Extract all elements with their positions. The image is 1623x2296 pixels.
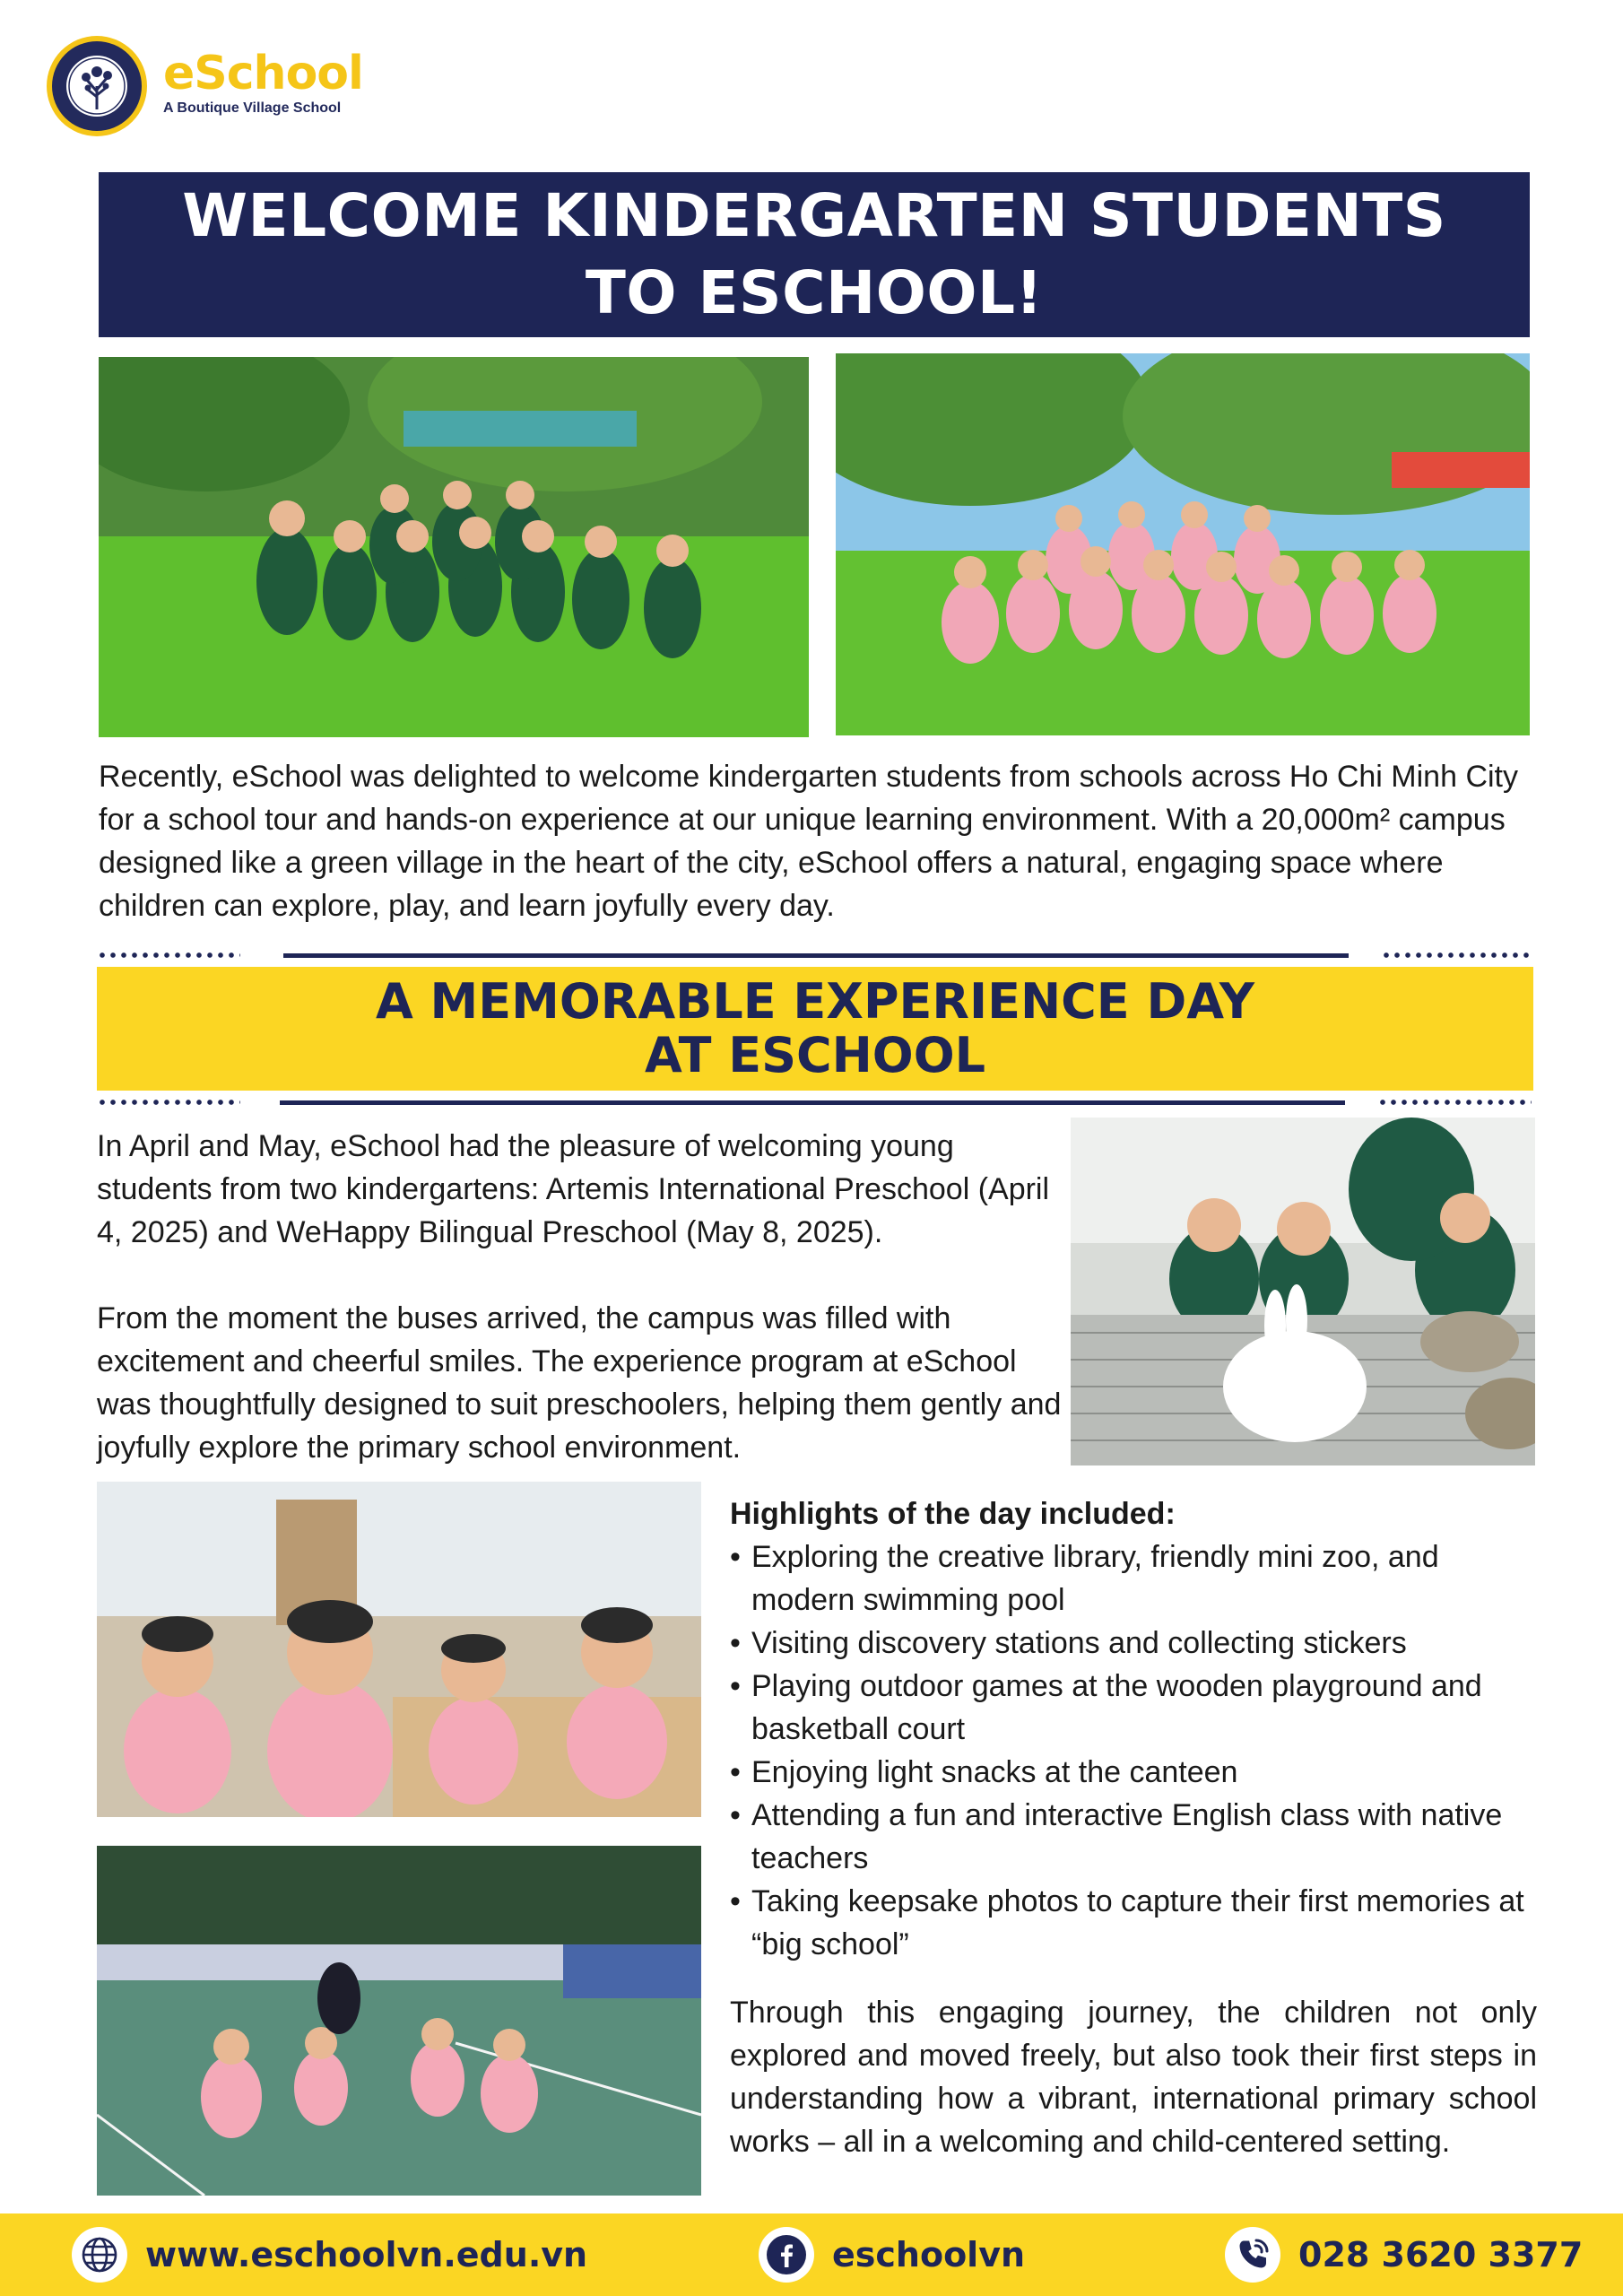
- highlights-list: [730, 1535, 1537, 1966]
- divider-dots-bottom-right: [1377, 1100, 1532, 1105]
- globe-icon: [72, 2227, 127, 2283]
- section-heading-band: [97, 967, 1533, 1091]
- brand-tagline: A Boutique Village School: [163, 100, 342, 116]
- list-item: • Visiting discovery stations and collecting stickers: [730, 1622, 1537, 1665]
- intro-paragraph: Recently, eSchool was delighted to welcome kindergarten students from schools across Ho Chi Minh City for a school tour and hands-on experience at our unique learning environment. With a 20,000m² campus designed like a green village in the heart of the city, eSchool offers a natural, engaging space where children can explore, play, and learn joyfully every day.: [99, 760, 1518, 923]
- title-banner: [99, 172, 1530, 337]
- highlights-heading: Highlights of the day included:: [730, 1497, 1176, 1531]
- list-item: • Exploring the creative library, friendly mini zoo, and modern swimming pool: [730, 1535, 1537, 1622]
- divider-dots-bottom-left: [97, 1100, 240, 1105]
- banner-line-2: TO ESCHOOL!: [585, 258, 1044, 327]
- divider-dots-top-left: [97, 952, 240, 958]
- phone-number[interactable]: 028 3620 3377: [1298, 2235, 1584, 2274]
- phone-icon: [1225, 2227, 1280, 2283]
- footer-phone[interactable]: [1225, 2213, 1583, 2296]
- divider-dots-top-right: [1381, 952, 1533, 958]
- photo-kids-pink-uniform: [836, 353, 1530, 735]
- banner-line-1: WELCOME KINDERGARTEN STUDENTS: [182, 181, 1446, 250]
- brand-block: [163, 47, 363, 117]
- divider-line-top: [283, 953, 1349, 958]
- photo-classroom: [97, 1482, 701, 1817]
- list-item: • Taking keepsake photos to capture their first memories at “big school”: [730, 1880, 1537, 1966]
- closing-paragraph: Through this engaging journey, the children not only explored and moved freely, but also took their first steps in understanding how a vibrant, international primary school works – all in a welcoming and child-centered setting.: [730, 1996, 1537, 2159]
- footer-website[interactable]: [72, 2213, 587, 2296]
- list-item: • Enjoying light snacks at the canteen: [730, 1751, 1537, 1794]
- list-item: • Playing outdoor games at the wooden playground and basketball court: [730, 1665, 1537, 1751]
- highlights-block: [730, 1492, 1537, 1966]
- website-link[interactable]: www.eschoolvn.edu.vn: [145, 2235, 588, 2274]
- facebook-handle[interactable]: eschoolvn: [832, 2235, 1026, 2274]
- footer-facebook[interactable]: [759, 2213, 1025, 2296]
- photo-basketball-court: [97, 1846, 701, 2196]
- photo-mini-zoo-rabbit: [1071, 1118, 1535, 1465]
- arrival-paragraph: From the moment the buses arrived, the campus was filled with excitement and cheerful smiles. The experience program at eSchool was thoughtfully designed to suit preschoolers, helping them gently and joyfully explore the primary school environment.: [97, 1301, 1062, 1465]
- school-seal-logo: [45, 34, 149, 138]
- photo-kids-green-uniform: [99, 357, 809, 737]
- visit-dates-paragraph: In April and May, eSchool had the pleasure of welcoming young students from two kindergartens: Artemis International Preschool (April 4, 2025) and WeHappy Bilingual Preschool (May 8, 2025).: [97, 1129, 1050, 1249]
- facebook-icon: [759, 2227, 814, 2283]
- divider-line-bottom: [280, 1100, 1345, 1105]
- footer-bar: [0, 2213, 1623, 2296]
- brand-name: eSchool: [163, 47, 363, 100]
- section-heading-line-1: A MEMORABLE EXPERIENCE DAY: [375, 973, 1255, 1030]
- list-item: • Attending a fun and interactive English class with native teachers: [730, 1794, 1537, 1880]
- section-heading-line-2: AT ESCHOOL: [644, 1027, 986, 1083]
